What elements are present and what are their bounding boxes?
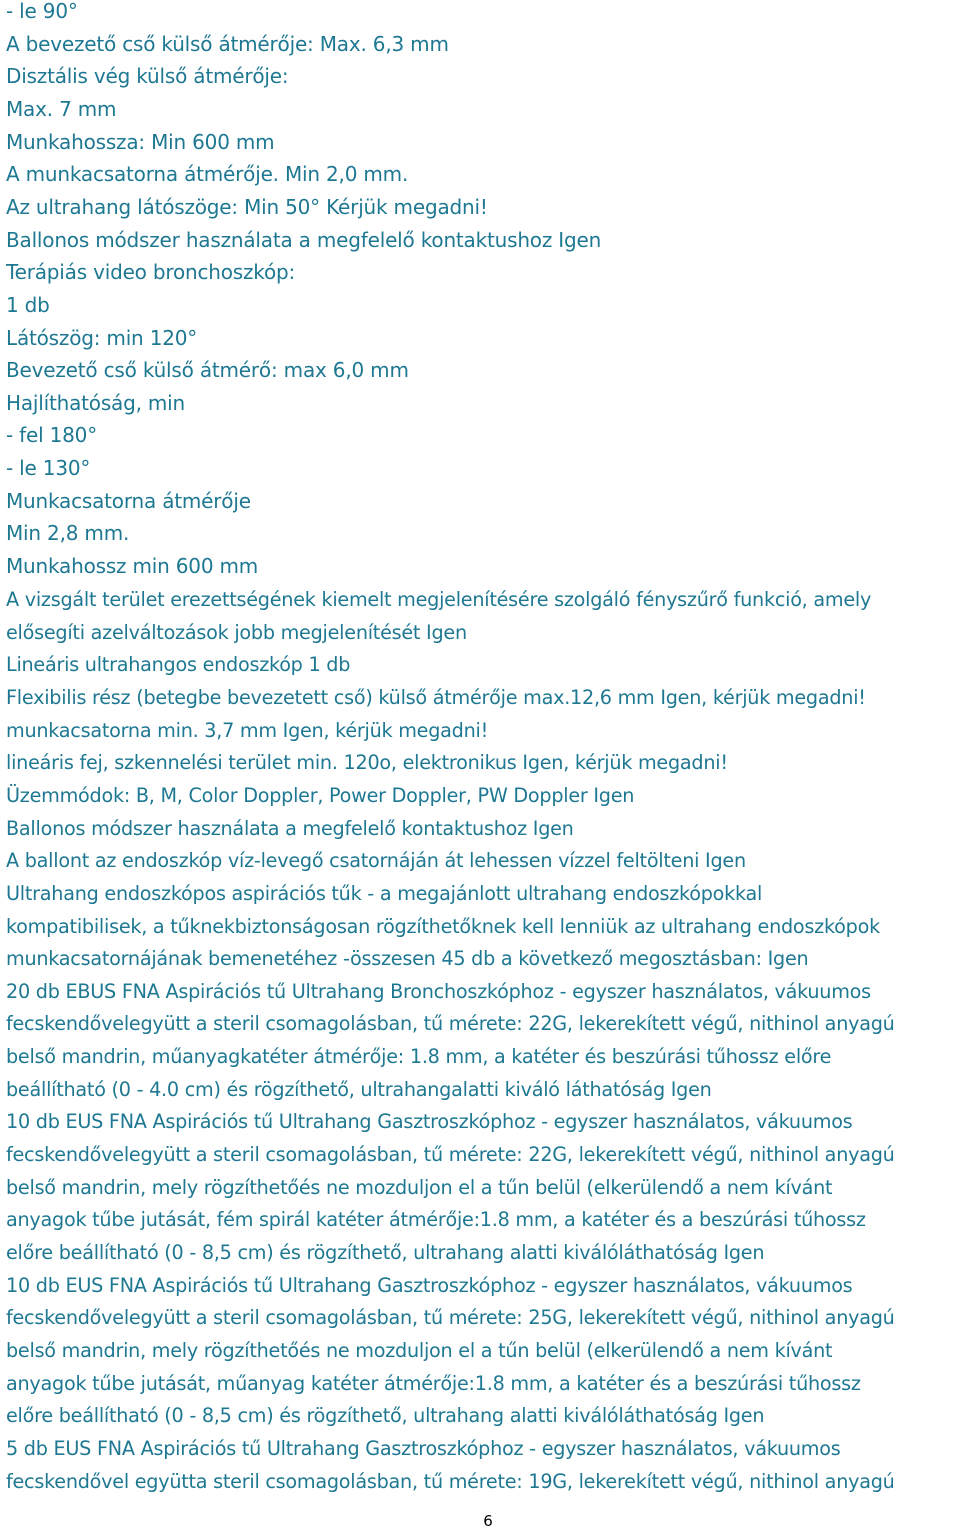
- text-line: Az ultrahang látószöge: Min 50° Kérjük megadni!: [6, 194, 488, 219]
- text-line: belső mandrin, mely rögzíthetőés ne mozduljon el a tűn belül (elkerülendő a nem kívánt: [6, 1175, 833, 1199]
- text-line: 10 db EUS FNA Aspirációs tű Ultrahang Gasztroszkóphoz - egyszer használatos, vákuumos: [6, 1110, 853, 1134]
- text-line: Hajlíthatóság, min: [6, 390, 186, 415]
- text-line: Bevezető cső külső átmérő: max 6,0 mm: [6, 358, 409, 383]
- text-line: munkacsatorna min. 3,7 mm Igen, kérjük megadni!: [6, 718, 489, 742]
- page-number: 6: [483, 1512, 493, 1530]
- text-line: Flexibilis rész (betegbe bevezetett cső) külső átmérője max.12,6 mm Igen, kérjük megadni!: [6, 685, 866, 709]
- text-line: - le 130°: [6, 456, 91, 481]
- text-line: Üzemmódok: B, M, Color Doppler, Power Doppler, PW Doppler Igen: [6, 783, 635, 807]
- text-line: - le 90°: [6, 0, 78, 23]
- text-line: Ballonos módszer használata a megfelelő kontaktushoz Igen: [6, 227, 602, 252]
- text-line: A munkacsatorna átmérője. Min 2,0 mm.: [6, 162, 409, 187]
- text-line: - fel 180°: [6, 423, 98, 448]
- text-line: 1 db: [6, 292, 50, 317]
- text-line: Terápiás video bronchoszkóp:: [6, 260, 296, 285]
- text-line: fecskendővelegyütt a steril csomagolásban, tű mérete: 25G, lekerekített végű, nithinol anyagú: [6, 1306, 895, 1330]
- text-line: fecskendővelegyütt a steril csomagolásban, tű mérete: 22G, lekerekített végű, nithinol anyagú: [6, 1143, 895, 1167]
- text-line: A vizsgált terület erezettségének kiemelt megjelenítésére szolgáló fényszűrő funkció, amely: [6, 588, 872, 611]
- text-line: Munkahossz min 600 mm: [6, 554, 259, 579]
- text-line: Munkacsatorna átmérője: [6, 488, 251, 513]
- text-line: 10 db EUS FNA Aspirációs tű Ultrahang Gasztroszkóphoz - egyszer használatos, vákuumos: [6, 1273, 853, 1297]
- text-line: elősegíti azelváltozások jobb megjelenítését Igen: [6, 620, 467, 644]
- text-line: Disztális vég külső átmérője:: [6, 64, 289, 89]
- text-line: Min 2,8 mm.: [6, 521, 130, 546]
- text-line: A ballont az endoszkóp víz-levegő csatornáján át lehessen vízzel feltölteni Igen: [6, 849, 746, 873]
- text-line: Ballonos módszer használata a megfelelő kontaktushoz Igen: [6, 816, 574, 840]
- text-line: előre beállítható (0 - 8,5 cm) és rögzíthető, ultrahang alatti kiválóláthatóság Igen: [6, 1241, 765, 1264]
- text-line: anyagok tűbe jutását, műanyag katéter átmérője:1.8 mm, a katéter és a beszúrási tűhossz: [6, 1371, 861, 1395]
- text-line: Max. 7 mm: [6, 96, 117, 121]
- text-line: előre beállítható (0 - 8,5 cm) és rögzíthető, ultrahang alatti kiválóláthatóság Igen: [6, 1404, 765, 1428]
- text-line: kompatibilisek, a tűknekbiztonságosan rögzíthetőknek kell lenniük az ultrahang endoszkópok: [6, 914, 880, 938]
- text-line: belső mandrin, műanyagkatéter átmérője: 1.8 mm, a katéter és beszúrási tűhossz előre: [6, 1045, 832, 1069]
- text-line: Látószög: min 120°: [6, 325, 198, 350]
- text-line: Ultrahang endoszkópos aspirációs tűk - a megajánlott ultrahang endoszkópokkal: [6, 881, 763, 905]
- text-line: fecskendővel együtta steril csomagolásban, tű mérete: 19G, lekerekített végű, nithinol anyagú: [6, 1469, 895, 1493]
- text-line: belső mandrin, mely rögzíthetőés ne mozduljon el a tűn belül (elkerülendő a nem kívánt: [6, 1338, 833, 1362]
- text-line: fecskendővelegyütt a steril csomagolásban, tű mérete: 22G, lekerekített végű, nithinol anyagú: [6, 1012, 895, 1036]
- text-line: anyagok tűbe jutását, fém spirál katéter átmérője:1.8 mm, a katéter és a beszúrási tűhossz: [6, 1208, 866, 1232]
- text-line: 20 db EBUS FNA Aspirációs tű Ultrahang Bronchoszkóphoz - egyszer használatos, vákuumos: [6, 979, 871, 1003]
- text-line: beállítható (0 - 4.0 cm) és rögzíthető, ultrahangalatti kiváló láthatóság Igen: [6, 1077, 712, 1101]
- text-line: munkacsatornájának bemenetéhez -összesen 45 db a következő megosztásban: Igen: [6, 947, 809, 971]
- text-line: 5 db EUS FNA Aspirációs tű Ultrahang Gasztroszkóphoz - egyszer használatos, vákuumos: [6, 1436, 841, 1460]
- text-line: Munkahossza: Min 600 mm: [6, 129, 275, 154]
- text-line: Lineáris ultrahangos endoszkóp 1 db: [6, 653, 351, 677]
- text-line: A bevezető cső külső átmérője: Max. 6,3 mm: [6, 31, 449, 56]
- text-line: lineáris fej, szkennelési terület min. 120o, elektronikus Igen, kérjük megadni!: [6, 751, 728, 775]
